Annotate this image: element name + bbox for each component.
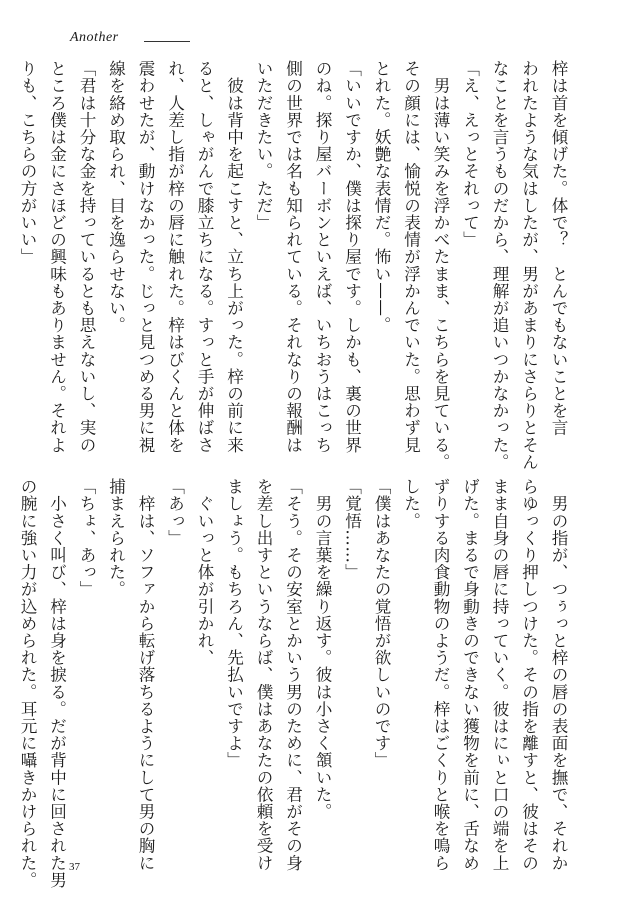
text-line: 男の指が、つぅっと梓の唇の表面を撫で、それか xyxy=(549,478,568,872)
text-line: を差し出すというならば、僕はあなたの依頼を受け xyxy=(254,478,273,872)
text-line: のね。探り屋バーボンといえば、いちおうはこっち xyxy=(313,60,332,454)
running-header xyxy=(70,30,119,46)
text-line: 線を絡め取られ、目を逸らせない。 xyxy=(106,60,126,334)
text-line: 「そう。その安室とかいう男のために、君がその身 xyxy=(283,478,303,872)
text-line: 「僕はあなたの覚悟が欲しいのです」 xyxy=(372,478,391,769)
text-line: 彼は背中を起こすと、立ち上がった。梓の前に来 xyxy=(224,60,244,454)
text-line: 「いいですか、僕は探り屋です。しかも、裏の世界 xyxy=(342,60,362,454)
header-rule xyxy=(144,41,190,42)
header-title: Another xyxy=(70,30,119,45)
text-line: まま自身の唇に持っていく。彼はにぃと口の端を上 xyxy=(490,478,509,872)
text-line: いただきたい。ただ」 xyxy=(254,60,273,231)
text-line: 男の言葉を繰り返す。彼は小さく頷いた。 xyxy=(313,478,332,820)
text-line: 「覚悟……」 xyxy=(342,478,362,581)
text-line: 「え、えっとそれって」 xyxy=(460,60,480,249)
text-line: 小さく叫び、梓は身を捩る。だが背中に回された男 xyxy=(47,478,67,889)
page-number: 37 xyxy=(69,861,80,873)
text-line: なことを言うものだから、理解が追いつかなかった。 xyxy=(490,60,509,471)
text-line: 捕まえられた。 xyxy=(106,478,126,598)
text-line: 梓は首を傾げた。体で？ とんでもないことを言 xyxy=(549,60,568,437)
text-line: 男は薄い笑みを浮かべたまま、こちらを見ている。 xyxy=(431,60,450,471)
text-line: の腕に強い力が込められた。耳元に囁きかけられた。 xyxy=(18,478,37,889)
text-line: 「あっ」 xyxy=(165,478,185,547)
text-line: 側の世界では名も知られている。それなりの報酬は xyxy=(283,60,303,454)
text-line: らゆっくり押しつけた。その指を離すと、彼はその xyxy=(519,478,539,872)
text-line: れ、人差し指が梓の唇に触れた。梓はびくんと体を xyxy=(165,60,185,454)
text-line: ましょう。もちろん、先払いですよ」 xyxy=(224,478,244,769)
text-block-top xyxy=(18,60,573,471)
text-line: ぐいっと体が引かれ、 xyxy=(195,478,214,667)
text-line: げた。まるで身動きのできない獲物を前に、舌なめ xyxy=(460,478,480,872)
text-line: 梓は、ソファから転げ落ちるようにして男の胸に xyxy=(136,478,155,872)
text-line: われたような気はしたが、男があまりにさらりとそん xyxy=(519,60,539,471)
text-line: 「ちょ、あっ」 xyxy=(77,478,96,598)
text-line: ずりする肉食動物のようだ。梓はごくりと喉を鳴ら xyxy=(431,478,450,872)
text-line: した。 xyxy=(401,478,421,530)
text-line: 「君は十分な金を持っているとも思えないし、実の xyxy=(77,60,96,454)
text-line: 震わせたが、動けなかった。じっと見つめる男に視 xyxy=(136,60,155,454)
text-line: その顔には、愉悦の表情が浮かんでいた。思わず見 xyxy=(401,60,421,454)
text-line: とれた。妖艶な表情だ。怖い——。 xyxy=(372,60,391,334)
text-line: ところ僕は金にさほどの興味もありません。それよ xyxy=(47,60,67,454)
text-line: ると、しゃがんで膝立ちになる。すっと手が伸ばさ xyxy=(195,60,214,454)
text-line: りも、こちらの方がいい」 xyxy=(18,60,37,266)
